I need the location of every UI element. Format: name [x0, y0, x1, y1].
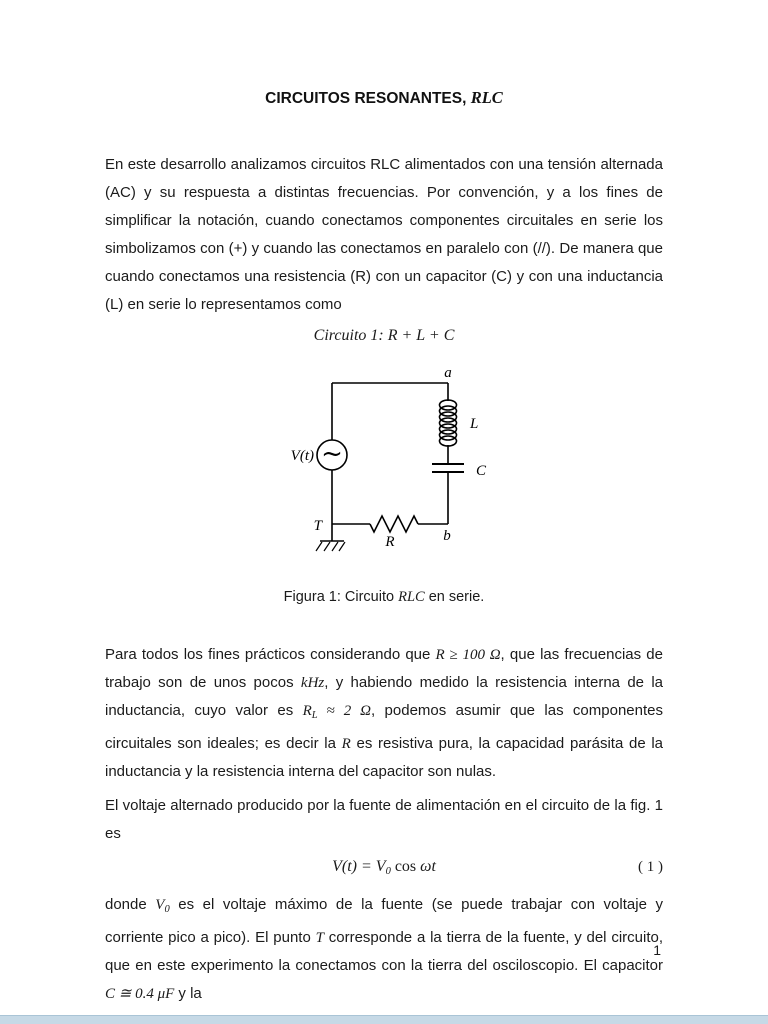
ground-symbol: [316, 541, 345, 551]
caption-math: RLC: [398, 589, 425, 605]
math-inline: V: [155, 897, 165, 913]
paragraph-voltage-details: [105, 891, 663, 1008]
coil-loop: [440, 436, 457, 446]
math-inline: kHz: [300, 675, 325, 691]
circuit-wires: [332, 383, 448, 541]
equation-1: [105, 852, 663, 887]
page-title-math: RLC: [470, 88, 503, 107]
label-node-t: T: [313, 518, 322, 534]
math-operator: cos: [390, 858, 421, 875]
caption-text: Figura 1: Circuito: [283, 589, 399, 605]
math-inline: C ≅ 0.4 μF: [105, 986, 175, 1002]
coil-loop: [440, 424, 457, 434]
math-inline: R: [302, 703, 312, 719]
capacitor-symbol: [432, 464, 464, 472]
label-resistor: R: [385, 534, 395, 550]
inductor-symbol: [440, 400, 457, 446]
caption-text: en serie.: [424, 589, 485, 605]
label-inductor: L: [470, 416, 479, 432]
math-inline: R ≥ 100 Ω: [435, 647, 501, 663]
document-content: [0, 88, 768, 1008]
text-segment: y la: [174, 985, 202, 1002]
label-node-a: a: [444, 365, 452, 381]
paragraph-intro: En este desarrollo analizamos circuitos RLC alimentados con una tensión alternada (AC) y su respuesta a distintas frecuencias. Por convención, y a los fines de simplificar la notación, cuando conectamos componentes circuitales en serie los simbolizamos con (+) y cuando las conectamos en paralelo con (//). De manera que cuando conectamos una resistencia (R) con un capacitor (C) y con una inductancia (L) en serie lo representamos como: [105, 156, 663, 313]
paragraph-assumptions: [105, 641, 663, 786]
ac-tilde-symbol: ~: [321, 439, 343, 469]
text-segment: Para todos los fines prácticos considerando que: [105, 646, 436, 663]
math-subscript: 0: [385, 866, 391, 877]
label-source: V(t): [290, 448, 314, 464]
figure-circuit: [250, 365, 490, 565]
page-title-text: CIRCUITOS RESONANTES,: [265, 90, 471, 107]
viewer-bottom-bar: [0, 1015, 768, 1024]
label-node-b: b: [443, 528, 451, 544]
resistor-symbol: [370, 516, 418, 532]
label-capacitor: C: [476, 463, 487, 479]
math-inline: ≈ 2 Ω: [317, 703, 372, 719]
coil-loop: [440, 430, 457, 440]
circuit-diagram: [250, 365, 490, 565]
math-inline: R: [341, 736, 351, 752]
text-segment: es el voltaje máximo de la fuente (se puede trabajar con voltaje y corriente pico a pico). El punto: [105, 896, 663, 946]
ground-hatches: [316, 542, 345, 551]
equation-circuit-text: Circuito 1: R + L + C: [313, 327, 455, 344]
text-segment: , que las frecuencias de trabajo son de unos pocos: [105, 646, 663, 691]
coil-loop: [440, 412, 457, 422]
equation-circuit: [105, 321, 663, 351]
coil-loop: [440, 406, 457, 416]
text-segment: , y habiendo medido la resistencia interna de la inductancia, cuyo valor es: [105, 674, 664, 719]
figure-caption: [105, 583, 663, 611]
equation-number: ( 1 ): [638, 859, 663, 875]
math-subscript: L: [311, 710, 318, 721]
math-inline: V(t) = V: [332, 858, 386, 875]
coil-loop: [440, 418, 457, 428]
math-subscript: 0: [164, 904, 170, 915]
math-inline: T: [315, 930, 324, 946]
coil-loop: [440, 400, 457, 410]
page-title: [105, 88, 663, 109]
math-inline: ωt: [420, 858, 436, 875]
text-segment: corresponde a la tierra de la fuente, y del circuito, que en este experimento la conectamos con la tierra del osciloscopio. El capacitor: [105, 929, 664, 974]
paragraph-voltage-intro: El voltaje alternado producido por la fuente de alimentación en el circuito de la fig. 1 es: [105, 797, 663, 842]
text-segment: donde: [105, 896, 156, 913]
text-segment: , podemos asumir que las componentes circuitales son ideales; es decir la: [105, 702, 663, 752]
page-number: 1: [653, 942, 661, 958]
text-segment: es resistiva pura, la capacidad parásita de la inductancia y la resistencia interna del capacitor son nulas.: [105, 735, 664, 780]
